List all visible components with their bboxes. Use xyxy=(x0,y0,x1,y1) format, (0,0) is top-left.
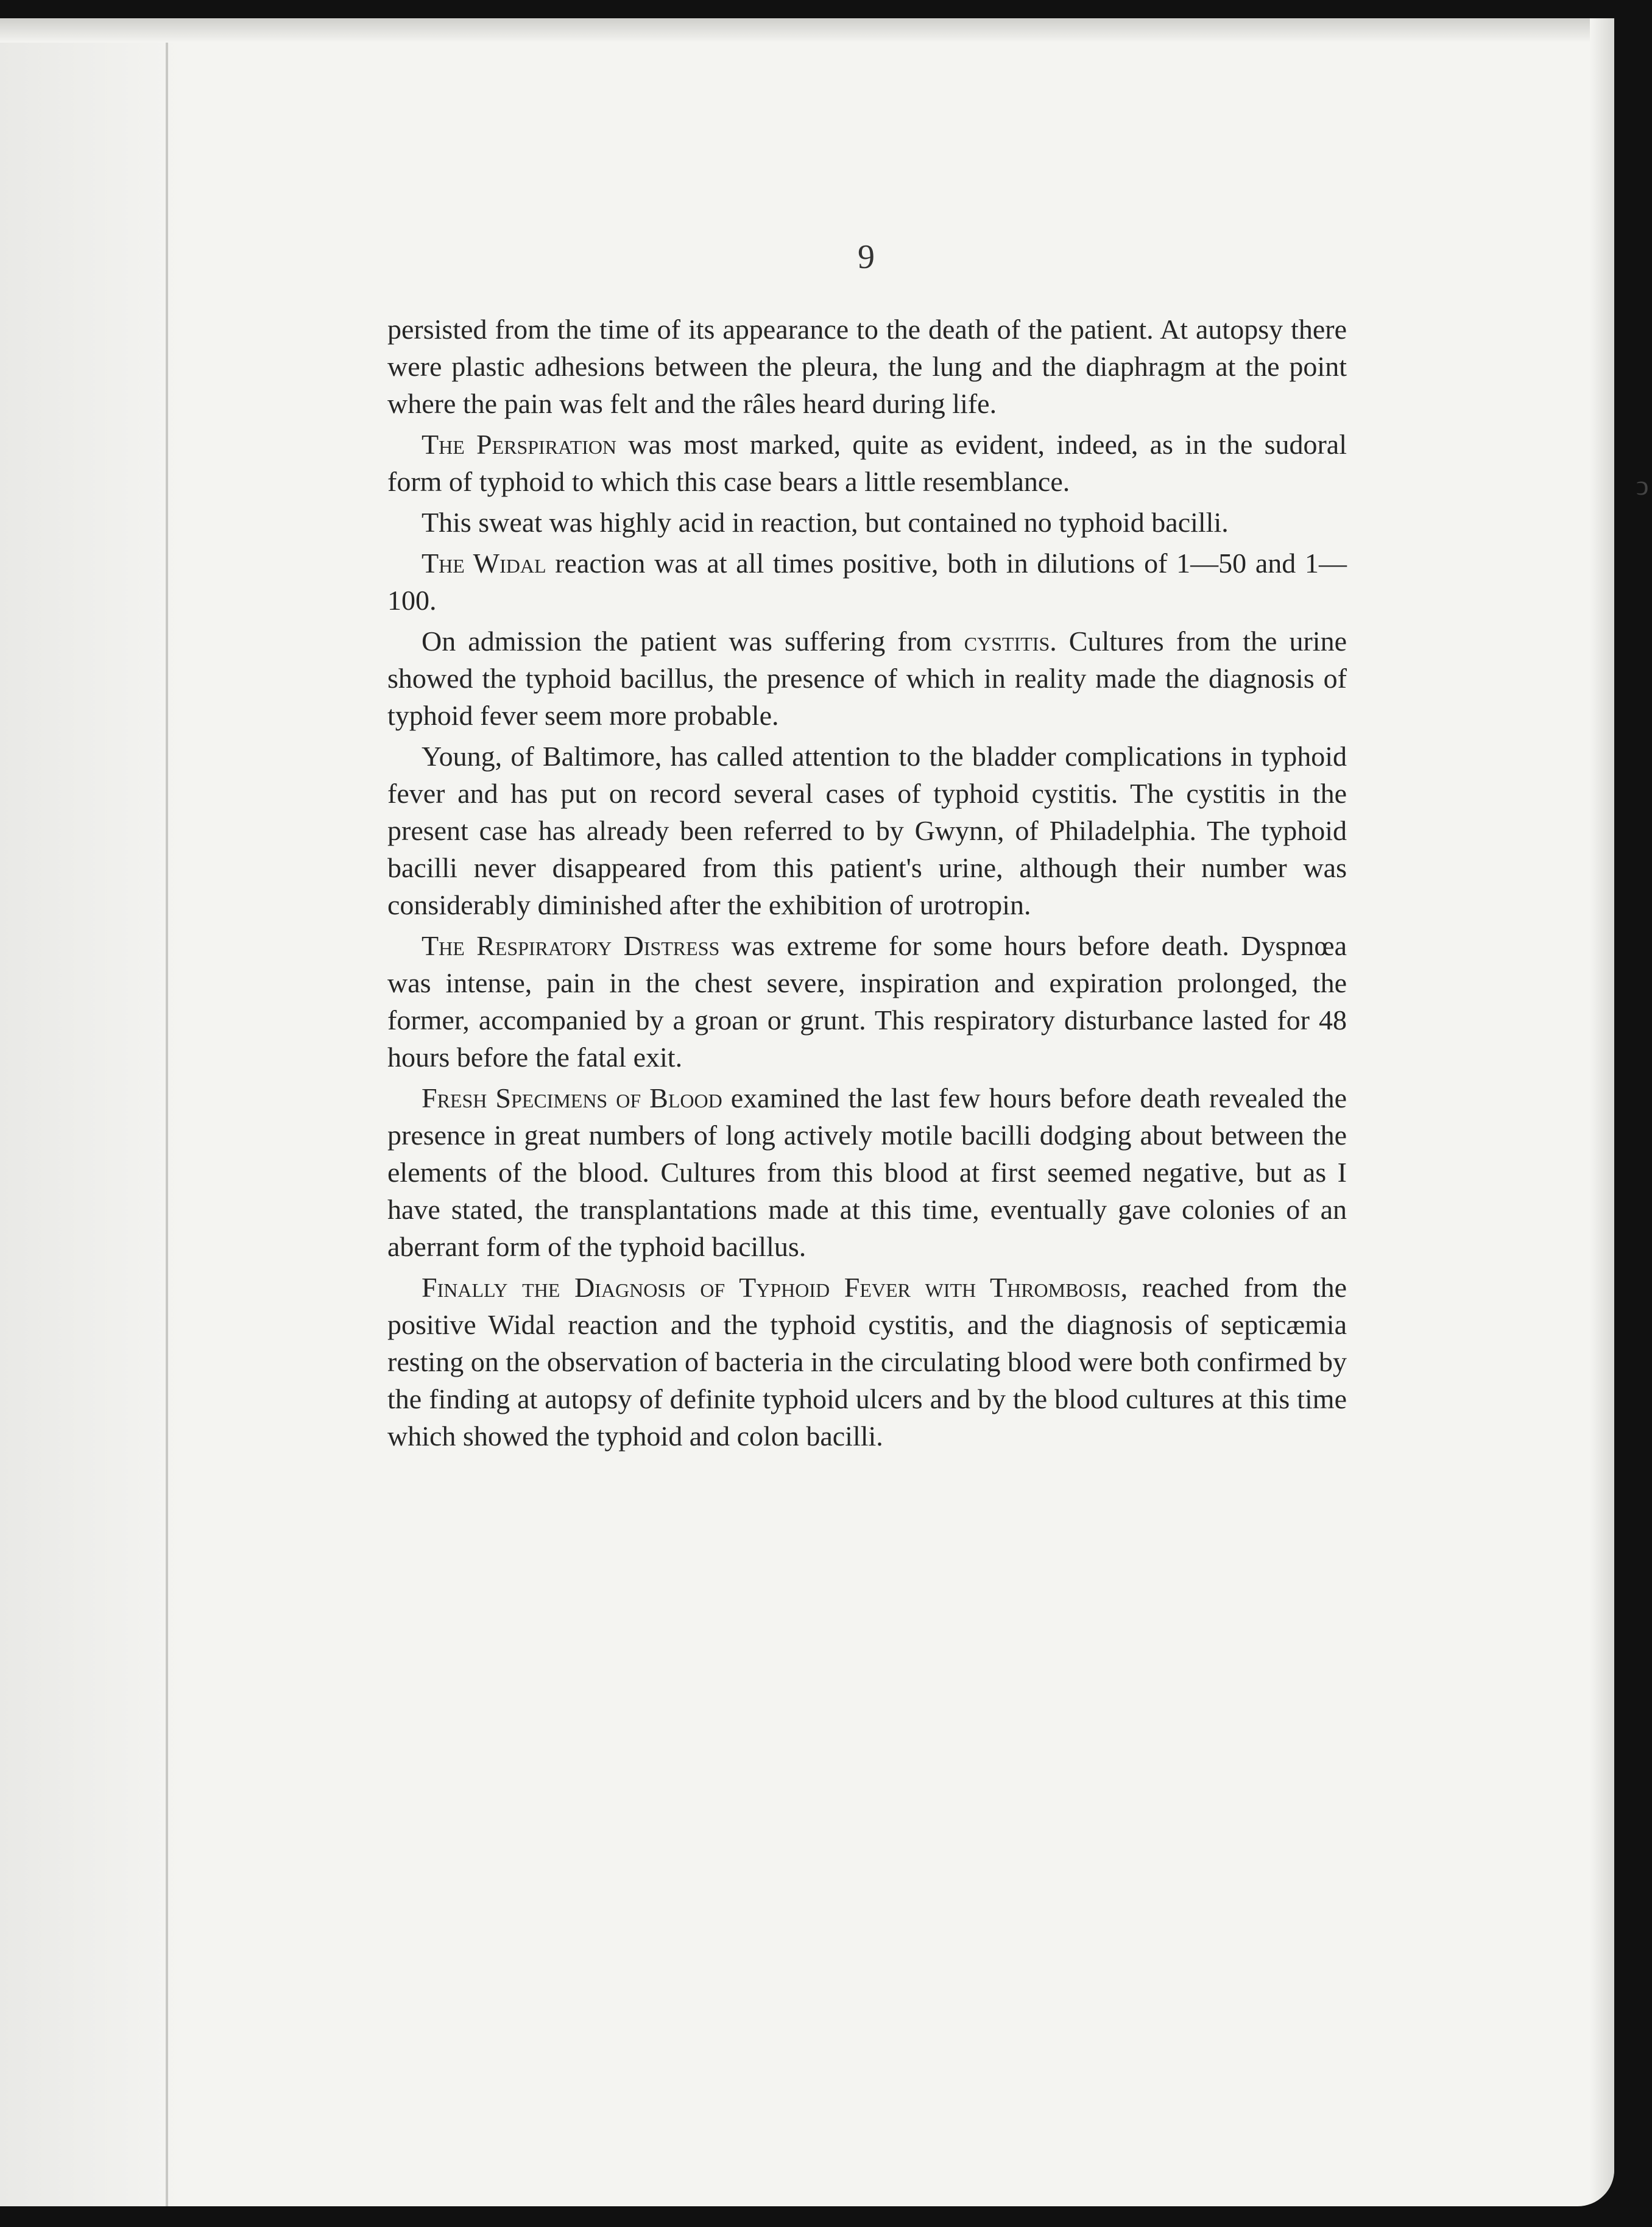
paragraph-text: was most marked, quite as evident, indeed, as in the sudoral form of typhoid to which this case bears a little resemblance. xyxy=(387,429,1347,497)
paragraph-text: persisted from the time of its appearance to the death of the patient. At autopsy there were plastic adhesions between the pleura, the lung and the diaphragm at the point where the pain was felt and the râles heard during life. xyxy=(387,314,1347,419)
paragraph-text: This sweat was highly acid in reaction, but contained no typhoid bacilli. xyxy=(422,507,1229,538)
paragraph-8 xyxy=(387,1079,1347,1265)
body-text xyxy=(387,311,1347,1458)
paragraph-7 xyxy=(387,927,1347,1076)
paragraph-text: reached from the positive Widal reaction and the typhoid cystitis, and the diagnosis of septicæmia resting on the observation of bacteria in the circulating blood were both confirmed by the finding at autopsy of definite typhoid ulcers and by the blood cultures at this time which showed the typhoid and colon bacilli. xyxy=(387,1272,1347,1452)
paragraph-9 xyxy=(387,1269,1347,1455)
paragraph-5 xyxy=(387,623,1347,734)
page-number: 9 xyxy=(858,238,875,276)
margin-mark: ↄ xyxy=(1636,470,1649,501)
paragraph-text: . Cultures from the urine showed the typhoid bacillus, the presence of which in reality made the diagnosis of typhoid fever seem more probable. xyxy=(387,626,1347,731)
paragraph-1 xyxy=(387,311,1347,422)
paragraph-text: reaction was at all times positive, both in dilutions of 1—50 and 1—100. xyxy=(387,548,1347,616)
section-lead: Finally the Diagnosis of Typhoid Fever with Thrombosis, xyxy=(422,1272,1128,1303)
section-lead: The Perspiration xyxy=(422,429,617,460)
paragraph-text: was extreme for some hours before death. Dyspnœa was intense, pain in the chest severe, inspiration and expiration prolonged, the former, accompanied by a groan or grunt. This respiratory disturbance lasted for 48 hours before the fatal exit. xyxy=(387,930,1347,1073)
paragraph-text: examined the last few hours before death revealed the presence in great numbers of long actively motile bacilli dodging about between the elements of the blood. Cultures from this blood at first seemed negative, but as I have stated, the transplantations made at this time, eventually gave colonies of an aberrant form of the typhoid bacillus. xyxy=(387,1082,1347,1262)
section-lead: Fresh Specimens of Blood xyxy=(422,1082,722,1114)
paragraph-4 xyxy=(387,545,1347,619)
page-edge-line xyxy=(166,18,168,2206)
paragraph-2 xyxy=(387,426,1347,500)
paragraph-3 xyxy=(387,504,1347,541)
paragraph-6 xyxy=(387,738,1347,923)
paragraph-text: On admission the patient was suffering from xyxy=(422,626,964,657)
top-shadow xyxy=(0,18,1614,43)
section-lead: The Respiratory Distress xyxy=(422,930,720,961)
gutter-shadow xyxy=(0,18,183,2206)
section-lead: cystitis xyxy=(964,626,1050,657)
right-edge-shadow xyxy=(1590,18,1614,2206)
paper-sheet xyxy=(0,18,1614,2206)
section-lead: The Widal xyxy=(422,548,546,579)
paragraph-text: Young, of Baltimore, has called attention to the bladder complications in typhoid fever and has put on record several cases of typhoid cystitis. The cystitis in the present case has already been referred to by Gwynn, of Philadelphia. The typhoid bacilli never disappeared from this patient's urine, although their number was considerably diminished after the exhibition of urotropin. xyxy=(387,741,1347,920)
